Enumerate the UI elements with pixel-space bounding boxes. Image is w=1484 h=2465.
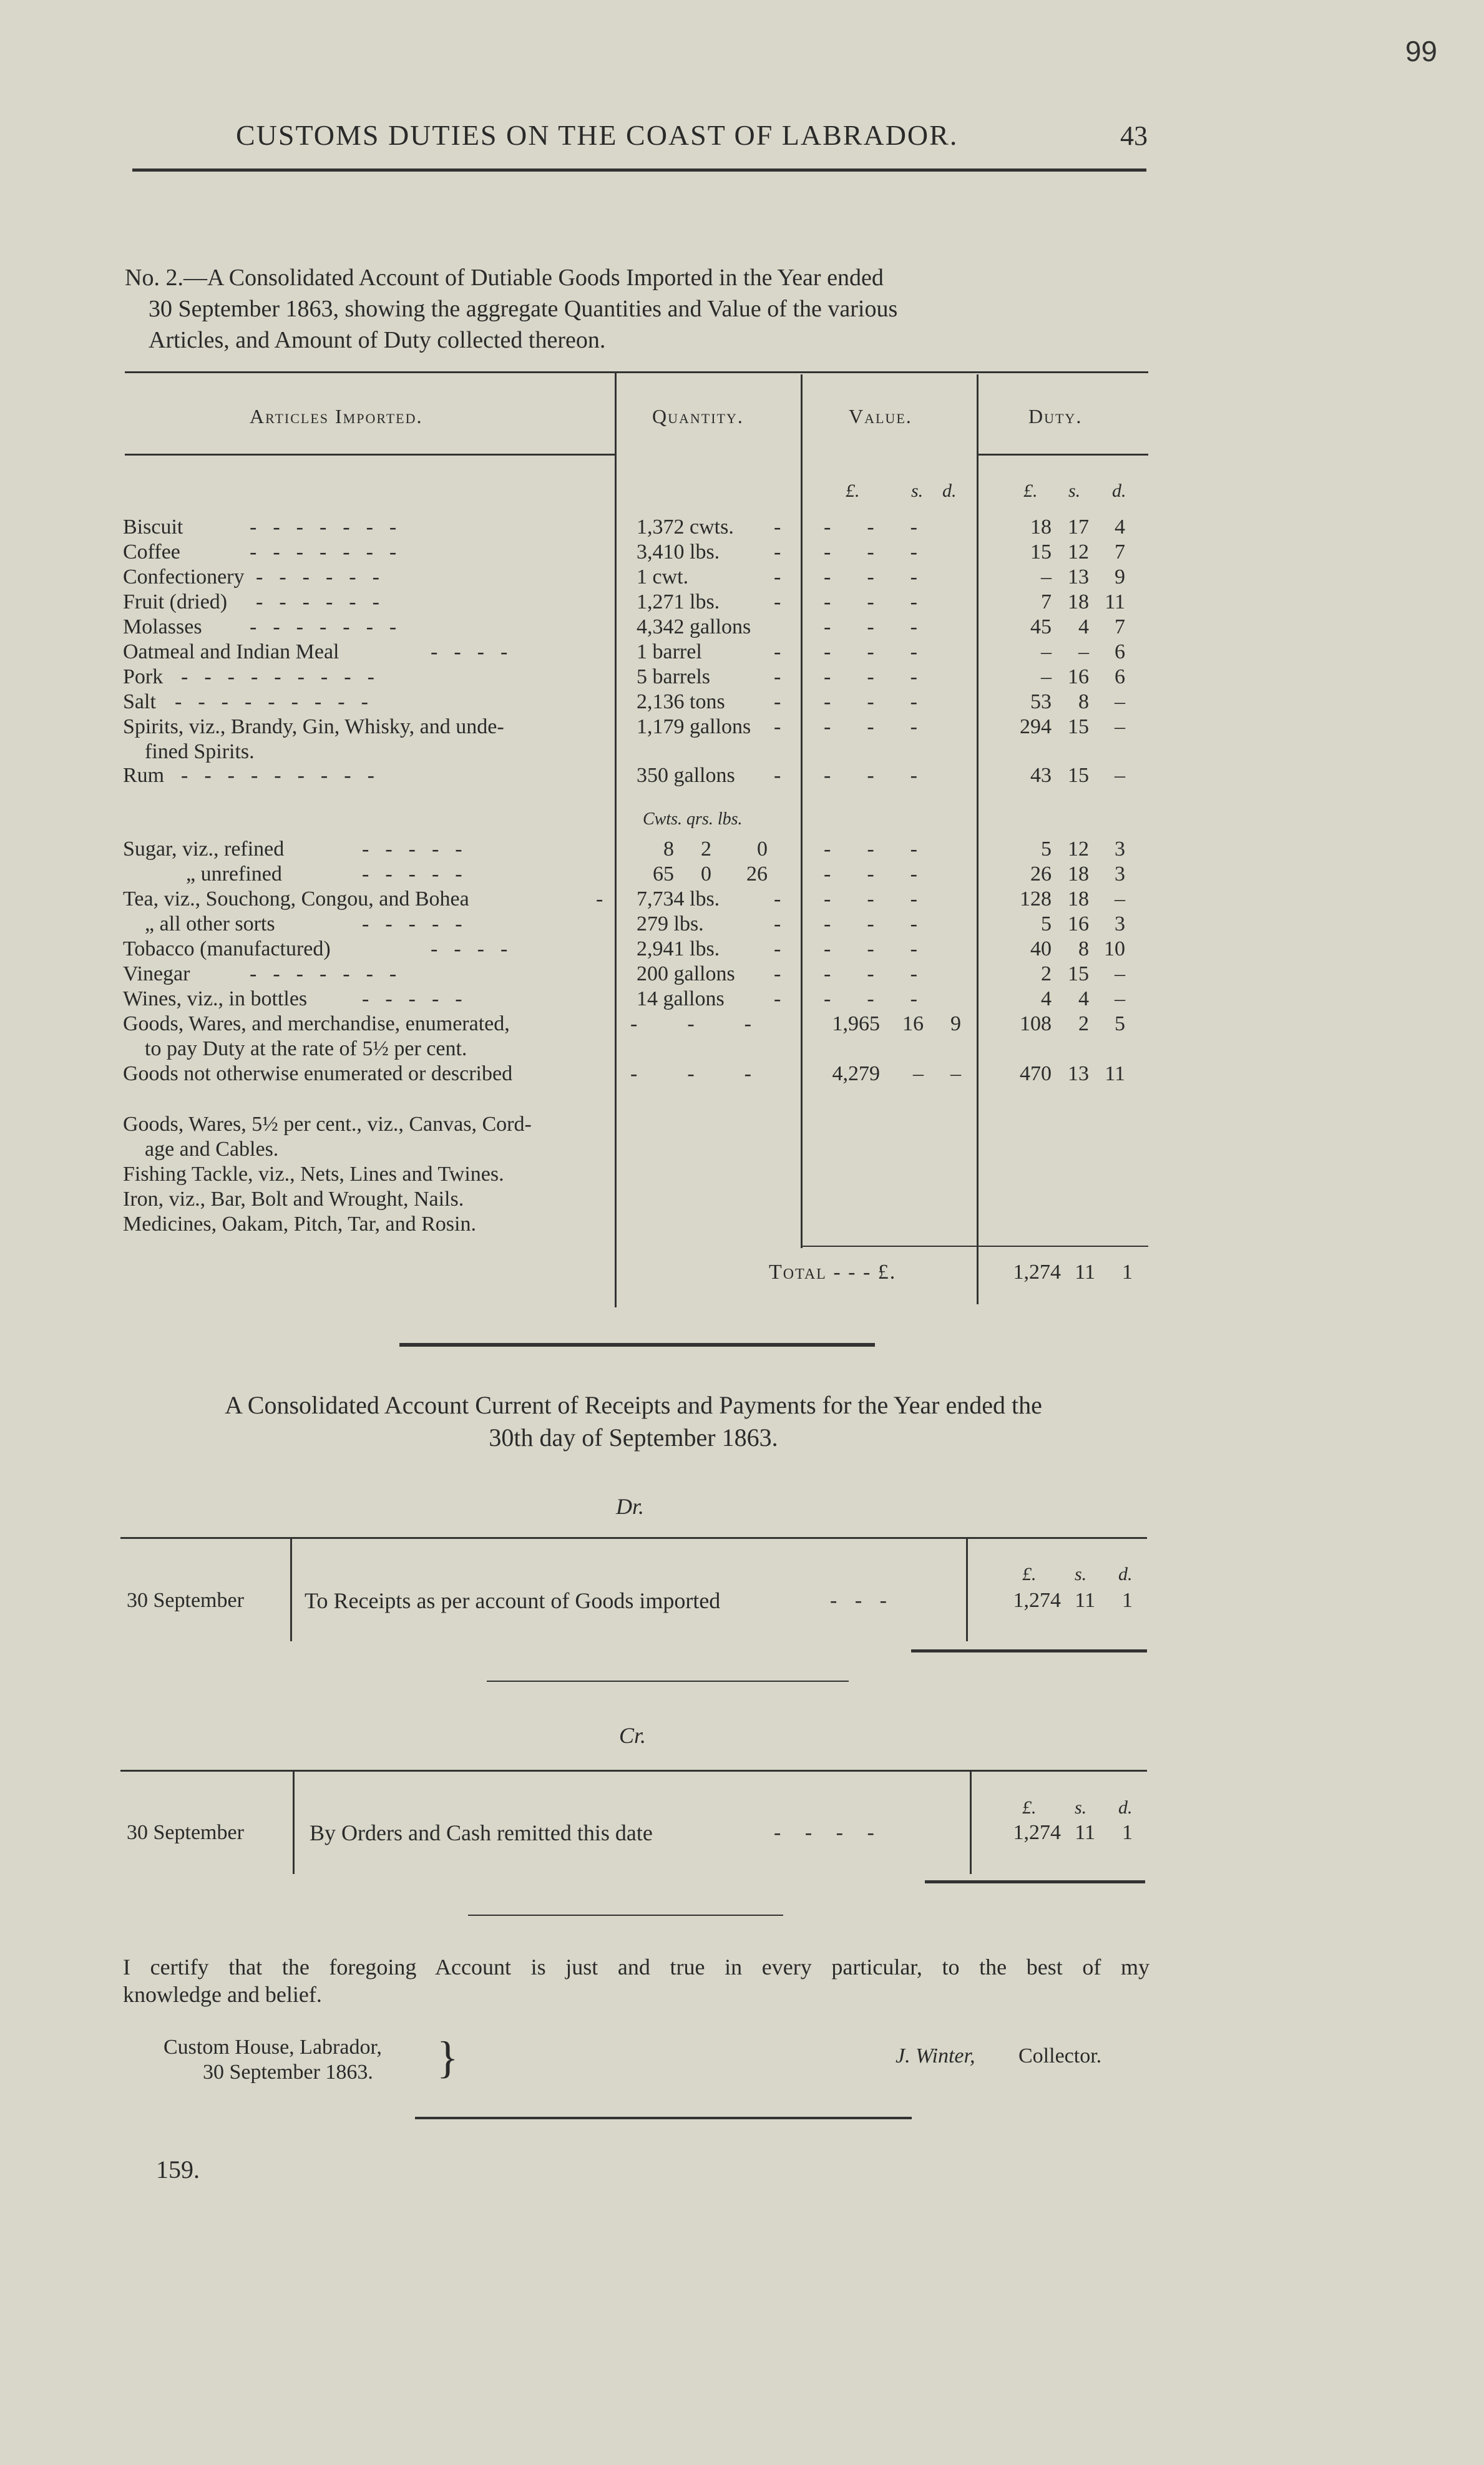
duty-pounds: –: [1041, 640, 1052, 663]
duty-shillings: 15: [1068, 715, 1089, 738]
duty-shillings: 18: [1068, 862, 1089, 886]
quantity-value: 1,271 lbs.: [637, 590, 720, 613]
quantity-value: 7,734 lbs.: [637, 887, 720, 910]
leader-dots: ---------: [175, 690, 384, 713]
quantity-dash: -: [774, 715, 781, 738]
value-pence: 9: [950, 1012, 961, 1035]
cr-label: Cr.: [619, 1723, 647, 1748]
header-rule: [132, 168, 1146, 172]
leader-dots: -------: [250, 540, 413, 564]
total-rule-duty: [979, 1246, 1148, 1247]
col-header-duty: Duty.: [1028, 405, 1083, 427]
duty-shillings: 18: [1068, 887, 1089, 910]
duty-shillings: 15: [1068, 962, 1089, 985]
certification-text: [123, 1953, 1150, 2008]
duty-shillings: 16: [1068, 912, 1089, 935]
duty-shillings: 17: [1068, 515, 1089, 539]
cr-description: By Orders and Cash remitted this date: [310, 1820, 653, 1845]
dr-pounds: 1,274: [1013, 1589, 1061, 1612]
quantity-dash: -: [774, 590, 781, 613]
table-top-rule: [125, 371, 1148, 373]
quantity-qrs: 2: [701, 837, 711, 861]
quantity-dashes: ---: [630, 1062, 801, 1085]
collector-signature: J. Winter,: [896, 2044, 975, 2067]
account1-title: [125, 262, 1148, 356]
duty-pounds: 5: [1041, 837, 1052, 861]
note-line: Medicines, Oakam, Pitch, Tar, and Rosin.: [123, 1213, 476, 1236]
duty-pounds: 43: [1030, 764, 1052, 787]
collector-title: Collector.: [1018, 2044, 1102, 2067]
value-currency-l: £.: [846, 481, 860, 501]
duty-pence: 6: [1115, 665, 1125, 688]
value-dashes: ---: [824, 887, 954, 910]
cr-dashes: - - - -: [774, 1821, 874, 1844]
table-col-rule-2: [801, 374, 803, 1248]
leader-dots: -------: [250, 515, 413, 539]
table-header-rule-right: [979, 454, 1148, 456]
page-number: 99: [1405, 35, 1437, 67]
value-shillings: –: [913, 1062, 924, 1085]
dr-pence: 1: [1122, 1589, 1133, 1612]
value-pence: –: [950, 1062, 961, 1085]
cr-pence: 1: [1122, 1821, 1133, 1844]
value-dashes: ---: [824, 715, 954, 738]
duty-pence: 5: [1115, 1012, 1125, 1035]
cr-currency-l: £.: [1022, 1797, 1037, 1818]
leader-dots: -------: [250, 615, 413, 638]
duty-pence: 7: [1115, 540, 1125, 564]
duty-pence: 11: [1105, 590, 1125, 613]
article-label: Pork: [123, 665, 164, 688]
note-line: age and Cables.: [145, 1138, 279, 1161]
value-dashes: ---: [824, 590, 954, 613]
duty-currency-d: d.: [1112, 481, 1126, 501]
value-shillings: 16: [902, 1012, 924, 1035]
duty-pence: –: [1115, 764, 1125, 787]
quantity-dash: -: [774, 962, 781, 985]
article-label: Molasses: [123, 615, 202, 638]
duty-shillings: 8: [1078, 937, 1089, 960]
duty-pence: –: [1115, 690, 1125, 713]
dr-currency-s: s.: [1075, 1564, 1087, 1584]
article-label: Coffee: [123, 540, 180, 564]
quantity-value: 5 barrels: [637, 665, 711, 688]
total-label: Total - - - £.: [769, 1261, 897, 1284]
duty-pounds: 53: [1030, 690, 1052, 713]
dr-top-rule: [120, 1537, 1147, 1539]
value-currency-s: s.: [911, 481, 924, 501]
duty-pounds: 470: [1020, 1062, 1052, 1085]
article-label: Biscuit: [123, 515, 183, 539]
cr-shillings: 11: [1075, 1821, 1095, 1844]
quantity-dash: -: [774, 887, 781, 910]
duty-shillings: –: [1078, 640, 1089, 663]
article-label: Goods not otherwise enumerated or described: [123, 1062, 513, 1085]
quantity-value: 4,342 gallons: [637, 615, 751, 638]
total-pence: 1: [1122, 1261, 1133, 1284]
leader-dots: -----: [362, 987, 479, 1010]
cr-total-rule: [925, 1880, 1145, 1883]
duty-shillings: 4: [1078, 615, 1089, 638]
quantity-value: 1 cwt.: [637, 565, 689, 588]
article-label: Oatmeal and Indian Meal: [123, 640, 339, 663]
duty-pounds: 40: [1030, 937, 1052, 960]
quantity-dash: -: [774, 912, 781, 935]
article-label-continued: fined Spirits.: [145, 740, 255, 763]
cr-pounds: 1,274: [1013, 1821, 1061, 1844]
leader-dots: ----: [431, 937, 524, 960]
certification-place: Custom House, Labrador,: [164, 2036, 382, 2059]
duty-pounds: 18: [1030, 515, 1052, 539]
article-label: „ unrefined: [186, 862, 282, 886]
quantity-dash: -: [774, 987, 781, 1010]
leader-dots: ----: [431, 640, 524, 663]
duty-pence: 3: [1115, 912, 1125, 935]
certification-line1: I certify that the foregoing Account is just and true in every particular, to the best of my: [123, 1955, 1150, 1979]
duty-pounds: 15: [1030, 540, 1052, 564]
duty-shillings: 2: [1078, 1012, 1089, 1035]
account2-title-line1: A Consolidated Account Current of Receipts and Payments for the Year ended the: [225, 1391, 1042, 1419]
duty-pounds: 108: [1020, 1012, 1052, 1035]
duty-pence: –: [1115, 987, 1125, 1010]
duty-pence: 10: [1104, 937, 1125, 960]
running-header-page: 43: [1120, 120, 1148, 151]
value-dashes: ---: [824, 912, 954, 935]
quantity-value: 1 barrel: [637, 640, 702, 663]
quantity-value: 2,941 lbs.: [637, 937, 720, 960]
dr-rule-2: [966, 1538, 968, 1641]
duty-pounds: 2: [1041, 962, 1052, 985]
duty-pounds: 294: [1020, 715, 1052, 738]
value-dashes: ---: [824, 615, 954, 638]
note-line: Goods, Wares, 5½ per cent., viz., Canvas, Cord-: [123, 1113, 532, 1136]
value-dashes: ---: [824, 540, 954, 564]
duty-pounds: 4: [1041, 987, 1052, 1010]
article-label: Spirits, viz., Brandy, Gin, Whisky, and unde-: [123, 715, 504, 738]
table-col-rule-1: [615, 371, 617, 1307]
bottom-rule: [415, 2117, 912, 2119]
account1-title-line2: 30 September 1863, showing the aggregate Quantities and Value of the various: [149, 296, 898, 322]
quantity-value: 350 gallons: [637, 764, 735, 787]
quantity-value: 2,136 tons: [637, 690, 725, 713]
value-dashes: ---: [824, 665, 954, 688]
duty-pence: –: [1115, 715, 1125, 738]
quantity-dash: -: [774, 565, 781, 588]
duty-pounds: 7: [1041, 590, 1052, 613]
cr-currency-s: s.: [1075, 1797, 1087, 1818]
value-dashes: ---: [824, 862, 954, 886]
quantity-qrs: 0: [701, 862, 711, 886]
duty-pounds: 26: [1030, 862, 1052, 886]
note-line: Fishing Tackle, viz., Nets, Lines and Twines.: [123, 1163, 504, 1186]
cr-rule-1: [293, 1771, 295, 1874]
total-shillings: 11: [1075, 1261, 1095, 1284]
cr-date: 30 September: [127, 1821, 244, 1844]
duty-shillings: 15: [1068, 764, 1089, 787]
quantity-dash: -: [774, 540, 781, 564]
duty-shillings: 18: [1068, 590, 1089, 613]
quantity-dash: -: [774, 764, 781, 787]
value-currency-d: d.: [942, 481, 957, 501]
leader-dots: ------: [256, 590, 396, 613]
duty-pounds: –: [1041, 665, 1052, 688]
article-label: Fruit (dried): [123, 590, 228, 613]
running-header-title: CUSTOMS DUTIES ON THE COAST OF LABRADOR.: [236, 119, 959, 151]
notes-block: [123, 1112, 532, 1237]
leader-dots: -----: [362, 837, 479, 861]
quantity-dash: -: [774, 515, 781, 539]
article-label: Wines, viz., in bottles: [123, 987, 308, 1010]
note-line: Iron, viz., Bar, Bolt and Wrought, Nails.: [123, 1188, 464, 1211]
duty-currency-s: s.: [1068, 481, 1081, 501]
sugar-units-header: Cwts. qrs. lbs.: [643, 809, 743, 829]
certification-date: 30 September 1863.: [203, 2061, 373, 2084]
value-dashes: ---: [824, 937, 954, 960]
quantity-dashes: ---: [630, 1012, 801, 1035]
quantity-value: 200 gallons: [637, 962, 735, 985]
duty-shillings: 12: [1068, 540, 1089, 564]
article-label: Tea, viz., Souchong, Congou, and Bohea: [123, 887, 469, 910]
article-label: Salt: [123, 690, 156, 713]
article-label: Goods, Wares, and merchandise, enumerated,: [123, 1012, 510, 1035]
leader-dots: -------: [250, 962, 413, 985]
duty-pence: 3: [1115, 862, 1125, 886]
leader-dots: -----: [362, 912, 479, 935]
duty-shillings: 4: [1078, 987, 1089, 1010]
duty-shillings: 13: [1068, 565, 1089, 588]
dr-rule-1: [290, 1538, 292, 1641]
col-header-articles: Articles Imported.: [250, 405, 423, 427]
brace: }: [437, 2033, 459, 2082]
footer-number: 159.: [156, 2155, 200, 2184]
quantity-cwts: 65: [653, 862, 674, 886]
dr-total-rule: [911, 1649, 1147, 1652]
total-pounds: 1,274: [1013, 1261, 1061, 1284]
value-dashes: ---: [824, 690, 954, 713]
dr-divider: [487, 1681, 849, 1682]
duty-shillings: 12: [1068, 837, 1089, 861]
duty-pence: –: [1115, 887, 1125, 910]
dr-date: 30 September: [127, 1589, 244, 1612]
value-dashes: ---: [824, 764, 954, 787]
article-label: Rum: [123, 764, 165, 787]
duty-shillings: 8: [1078, 690, 1089, 713]
article-label: Tobacco (manufactured): [123, 937, 331, 960]
col-header-quantity: Quantity.: [652, 405, 744, 427]
leader-dots: -----: [362, 862, 479, 886]
dr-description: To Receipts as per account of Goods imported: [305, 1588, 721, 1613]
dr-currency-d: d.: [1118, 1564, 1133, 1584]
article-label: Vinegar: [123, 962, 190, 985]
article-label: Sugar, viz., refined: [123, 837, 285, 861]
dr-label: Dr.: [616, 1494, 645, 1519]
account2-title-line2: 30th day of September 1863.: [489, 1423, 778, 1452]
duty-shillings: 13: [1068, 1062, 1089, 1085]
table-header-rule-left: [125, 454, 615, 456]
article-label: „ all other sorts: [145, 912, 275, 935]
leader-dot: -: [596, 887, 603, 910]
quantity-value: 14 gallons: [637, 987, 725, 1010]
cr-top-rule: [120, 1770, 1147, 1772]
col-header-value: Value.: [849, 405, 912, 427]
leader-dots: ---------: [181, 764, 391, 787]
quantity-lbs: 0: [757, 837, 768, 861]
dr-currency-l: £.: [1022, 1564, 1037, 1584]
quantity-cwts: 8: [663, 837, 674, 861]
leader-dots: ------: [256, 565, 396, 588]
account2-title: [119, 1389, 1148, 1454]
value-dashes: ---: [824, 837, 954, 861]
duty-shillings: 16: [1068, 665, 1089, 688]
table-col-rule-3: [977, 374, 979, 1304]
duty-pounds: 128: [1020, 887, 1052, 910]
value-dashes: ---: [824, 987, 954, 1010]
value-dashes: ---: [824, 640, 954, 663]
quantity-dash: -: [774, 640, 781, 663]
value-dashes: ---: [824, 565, 954, 588]
duty-pence: 11: [1105, 1062, 1125, 1085]
value-dashes: ---: [824, 962, 954, 985]
quantity-dash: -: [774, 665, 781, 688]
duty-pence: 6: [1115, 640, 1125, 663]
section-divider: [399, 1343, 875, 1347]
duty-pounds: 45: [1030, 615, 1052, 638]
duty-pence: 7: [1115, 615, 1125, 638]
quantity-value: 3,410 lbs.: [637, 540, 720, 564]
quantity-lbs: 26: [746, 862, 768, 886]
duty-pence: 3: [1115, 837, 1125, 861]
dr-shillings: 11: [1075, 1589, 1095, 1612]
quantity-value: 279 lbs.: [637, 912, 704, 935]
account1-title-line3: Articles, and Amount of Duty collected thereon.: [149, 327, 606, 353]
quantity-value: 1,372 cwts.: [637, 515, 734, 539]
quantity-dash: -: [774, 690, 781, 713]
value-pounds: 1,965: [832, 1012, 880, 1035]
leader-dots: ---------: [181, 665, 391, 688]
duty-pounds: 5: [1041, 912, 1052, 935]
cr-currency-d: d.: [1118, 1797, 1133, 1818]
cr-rule-2: [970, 1771, 972, 1874]
article-label-continued: to pay Duty at the rate of 5½ per cent.: [145, 1037, 467, 1060]
total-rule-value: [801, 1246, 977, 1247]
duty-currency-l: £.: [1023, 481, 1038, 501]
duty-pounds: –: [1041, 565, 1052, 588]
value-dashes: ---: [824, 515, 954, 539]
quantity-value: 1,179 gallons: [637, 715, 751, 738]
certification-line2: knowledge and belief.: [123, 1982, 322, 2007]
quantity-dash: -: [774, 937, 781, 960]
cr-divider: [468, 1915, 783, 1916]
value-pounds: 4,279: [832, 1062, 880, 1085]
article-label: Confectionery: [123, 565, 245, 588]
duty-pence: 9: [1115, 565, 1125, 588]
account1-title-line1: No. 2.—A Consolidated Account of Dutiable Goods Imported in the Year ended: [125, 265, 884, 291]
dr-dashes: - - -: [830, 1589, 887, 1612]
duty-pence: –: [1115, 962, 1125, 985]
duty-pence: 4: [1115, 515, 1125, 539]
